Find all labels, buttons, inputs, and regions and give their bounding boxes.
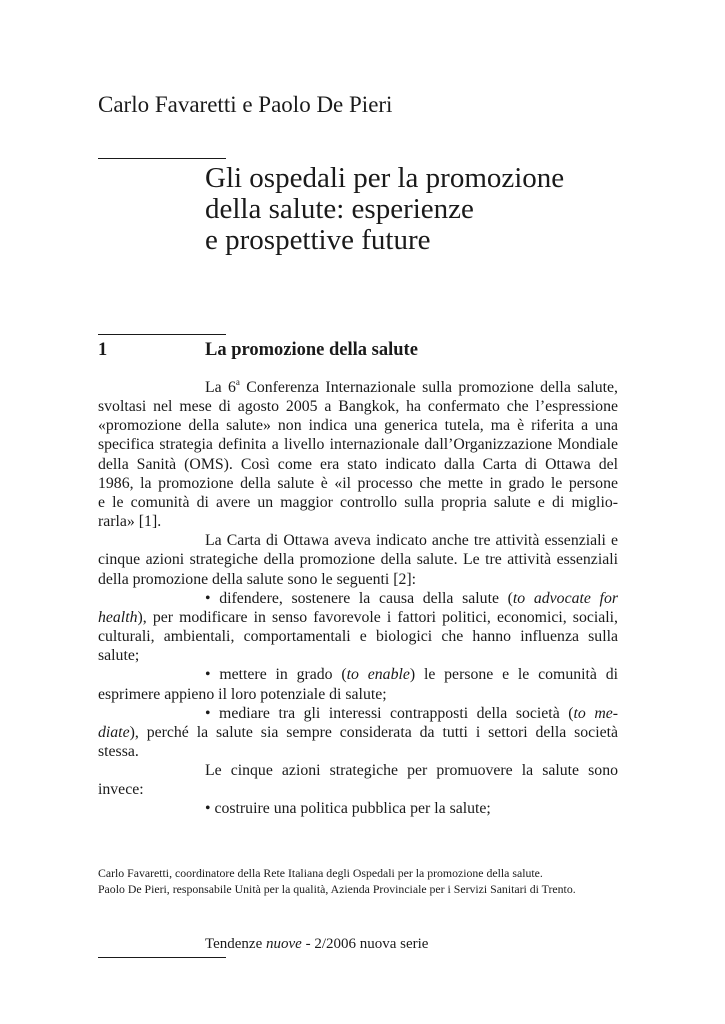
body-text xyxy=(98,378,618,819)
text-line: «promozione della salute» non indica una generica tutela, ma è riferita a una xyxy=(98,417,618,435)
text-line: specifica strategia definita a livello internazionale dall’Organizzazione Mondiale xyxy=(98,436,618,454)
footnote: Paolo De Pieri, responsabile Unità per la qualità, Azienda Provinciale per i Servizi Sanitari di Trento. xyxy=(98,881,576,896)
bullet-item xyxy=(98,799,618,818)
text-line: della promozione della salute sono le seguenti [2]: xyxy=(98,570,417,588)
text-line: rarla» [1]. xyxy=(98,513,162,531)
text-line: 1986, la promozione della salute è «il processo che mette in grado le persone xyxy=(98,474,618,492)
text-line: diate), perché la salute sia sempre considerata da tutti i settori della società xyxy=(98,723,618,741)
text-line: • costruire una politica pubblica per la salute; xyxy=(205,800,491,818)
text-line: • mettere in grado (to enable) le persone e le comunità di xyxy=(205,666,619,684)
text-line: La 6$^a$ Conferenza Internazionale sulla promozione della salute, xyxy=(205,376,618,396)
text-line: salute; xyxy=(98,647,140,665)
title-line: e prospettive future xyxy=(205,224,431,256)
paragraph xyxy=(98,378,618,531)
text-line: cinque azioni strategiche della promozione della salute. Le tre attività essenziali xyxy=(98,551,618,569)
text-line: invece: xyxy=(98,781,144,799)
section-number: 1 xyxy=(98,340,108,360)
paragraph xyxy=(98,761,618,799)
journal-footer: Tendenze nuove - 2/2006 nuova serie xyxy=(205,936,429,952)
text-line: esprimere appieno il loro potenziale di salute; xyxy=(98,685,387,703)
title-line: Gli ospedali per la promozione xyxy=(205,162,565,194)
footnotes xyxy=(98,866,576,897)
text-line: La Carta di Ottawa aveva indicato anche tre attività essenziali e xyxy=(205,532,618,550)
footer-rule xyxy=(98,957,226,958)
text-line: della Sanità (OMS). Così come era stato indicato dalla Carta di Ottawa del xyxy=(98,455,618,473)
bullet-item xyxy=(98,589,618,666)
text-line: • difendere, sostenere la causa della salute (to advocate for xyxy=(205,589,618,607)
footnote: Carlo Favaretti, coordinatore della Rete Italiana degli Ospedali per la promozione della salute. xyxy=(98,866,543,880)
section-rule xyxy=(98,334,226,335)
text-line: health), per modificare in senso favorevole i fattori politici, economici, sociali, xyxy=(98,608,618,626)
text-line: • mediare tra gli interessi contrapposti della società (to me- xyxy=(205,704,618,722)
paragraph xyxy=(98,531,618,588)
text-line: culturali, ambientali, comportamentali e biologici che hanno influenza sulla xyxy=(98,628,618,646)
article-title xyxy=(205,163,675,256)
authors: Carlo Favaretti e Paolo De Pieri xyxy=(98,92,393,117)
title-line: della salute: esperienze xyxy=(205,193,474,225)
text-line: stessa. xyxy=(98,742,139,760)
section-heading: La promozione della salute xyxy=(205,340,418,360)
text-line: e le comunità di avere un maggior controllo sulla propria salute e di miglio- xyxy=(98,493,618,511)
text-line: svoltasi nel mese di agosto 2005 a Bangkok, ha confermato che l’espressione xyxy=(98,398,618,416)
title-rule xyxy=(98,158,226,159)
bullet-item xyxy=(98,665,618,703)
bullet-item xyxy=(98,704,618,761)
text-line: Le cinque azioni strategiche per promuovere la salute sono xyxy=(205,762,618,780)
superscript: a xyxy=(235,376,240,387)
